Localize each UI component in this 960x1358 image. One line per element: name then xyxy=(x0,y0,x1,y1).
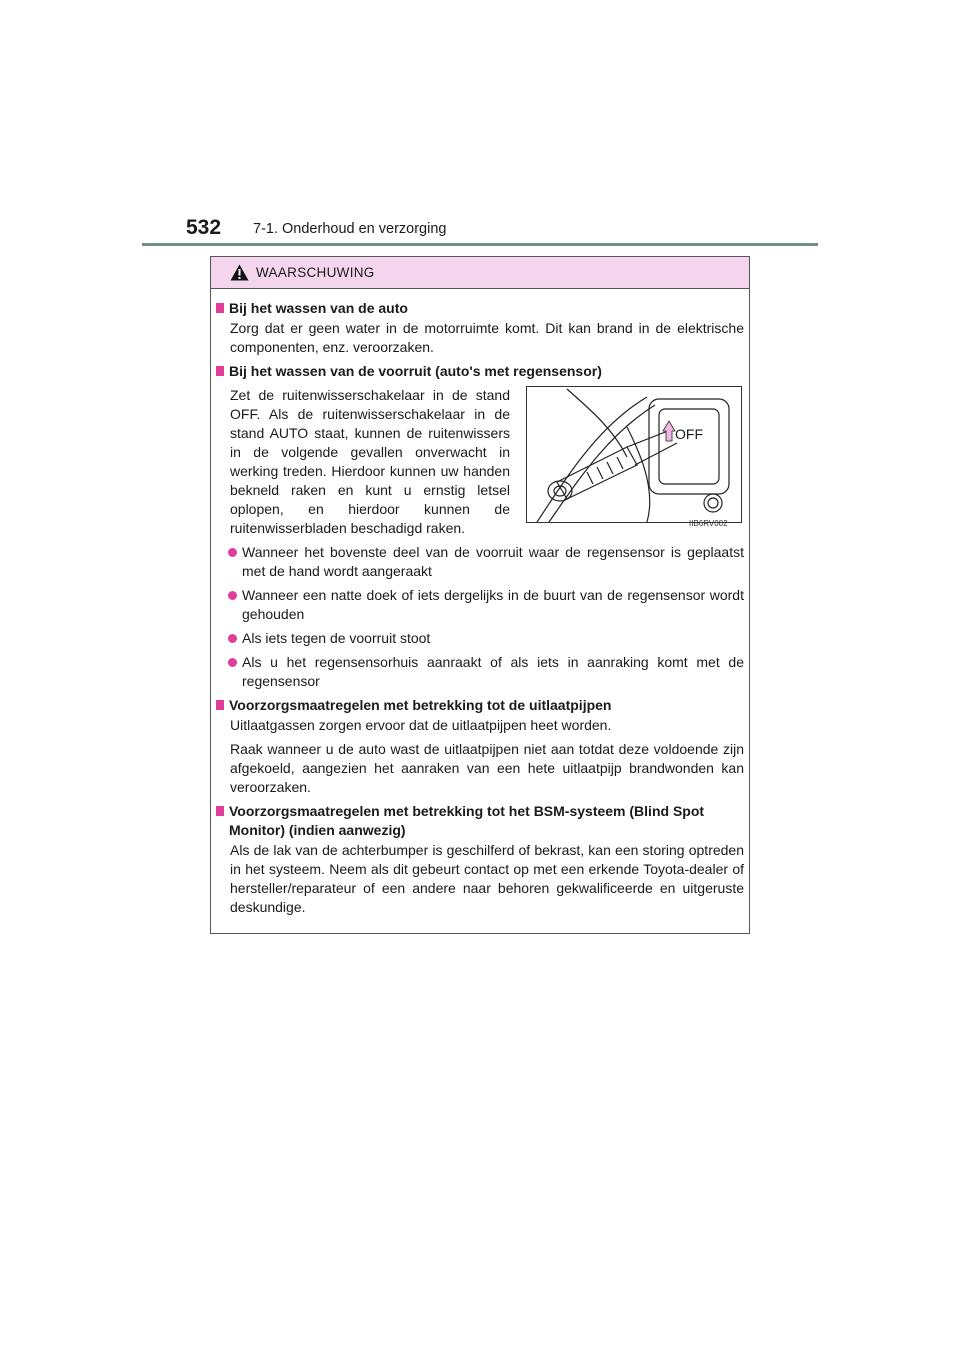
bullet-dot-icon xyxy=(228,548,237,557)
square-bullet-icon xyxy=(216,366,224,376)
list-item: Wanneer een natte doek of iets dergelijks in de buurt van de regensensor wordt gehouden xyxy=(216,586,744,624)
section-heading: Voorzorgsmaatregelen met betrekking tot de uitlaatpijpen xyxy=(216,696,744,715)
paragraph: Raak wanneer u de auto wast de uitlaatpijpen niet aan totdat deze voldoende zijn afgekoeld, aangezien het aanraken van een hete uitlaatpijp brandwonden kan veroorzaken. xyxy=(230,741,744,795)
square-bullet-icon xyxy=(216,700,224,710)
section-heading: Bij het wassen van de voorruit (auto's met regensensor) xyxy=(216,362,744,381)
figure-row xyxy=(216,386,744,538)
warning-box xyxy=(210,256,750,934)
section-title: 7-1. Onderhoud en verzorging xyxy=(253,221,447,237)
header-rule xyxy=(142,243,818,246)
paragraph: Als de lak van de achterbumper is geschilferd of bekrast, kan een storing optreden in het systeem. Neem als dit gebeurt contact op met een erkende Toyota-dealer of hersteller/reparateur of een andere naar behoren gekwalificeerde en uitgeruste deskundige. xyxy=(230,842,744,915)
square-bullet-icon xyxy=(216,303,224,313)
warning-title: WAARSCHUWING xyxy=(256,265,375,280)
bullet-dot-icon xyxy=(228,634,237,643)
list-item: Wanneer het bovenste deel van de voorruit waar de regensensor is geplaatst met de hand wordt aangeraakt xyxy=(216,543,744,581)
bullet-dot-icon xyxy=(228,591,237,600)
wiper-switch-drawing xyxy=(527,387,741,522)
bullet-dot-icon xyxy=(228,658,237,667)
wiper-switch-illustration xyxy=(526,386,742,528)
list-item: Als u het regensensorhuis aanraakt of als iets in aanraking komt met de regensensor xyxy=(216,653,744,691)
warning-triangle-icon xyxy=(230,264,249,281)
warning-header xyxy=(211,257,749,289)
list-item: Als iets tegen de voorruit stoot xyxy=(216,629,744,648)
paragraph: Zorg dat er geen water in de motorruimte komt. Dit kan brand in de elektrische componenten, enz. veroorzaken. xyxy=(230,320,744,355)
page-number: 532 xyxy=(186,216,222,239)
figure-code: IIB6RV002 xyxy=(689,519,728,528)
warning-content xyxy=(216,299,744,922)
figure-text: Zet de ruitenwisserschakelaar in de stand OFF. Als de ruitenwisserschakelaar in de stand AUTO staat, kunnen de ruitenwissers in de volgende gevallen onverwacht in werking treden. Hierdoor kunnen uw handen bekneld raken en kunt u ernstig letsel oplopen, en hierdoor kunnen de ruitenwisserbladen beschadigd raken. xyxy=(230,387,510,536)
off-callout-label: OFF xyxy=(675,426,703,442)
square-bullet-icon xyxy=(216,806,224,816)
paragraph: Uitlaatgassen zorgen ervoor dat de uitlaatpijpen heet worden. xyxy=(230,717,612,733)
section-heading: Voorzorgsmaatregelen met betrekking tot het BSM-systeem (Blind Spot Monitor) (indien aanwezig) xyxy=(216,802,744,840)
section-heading: Bij het wassen van de auto xyxy=(216,299,744,318)
